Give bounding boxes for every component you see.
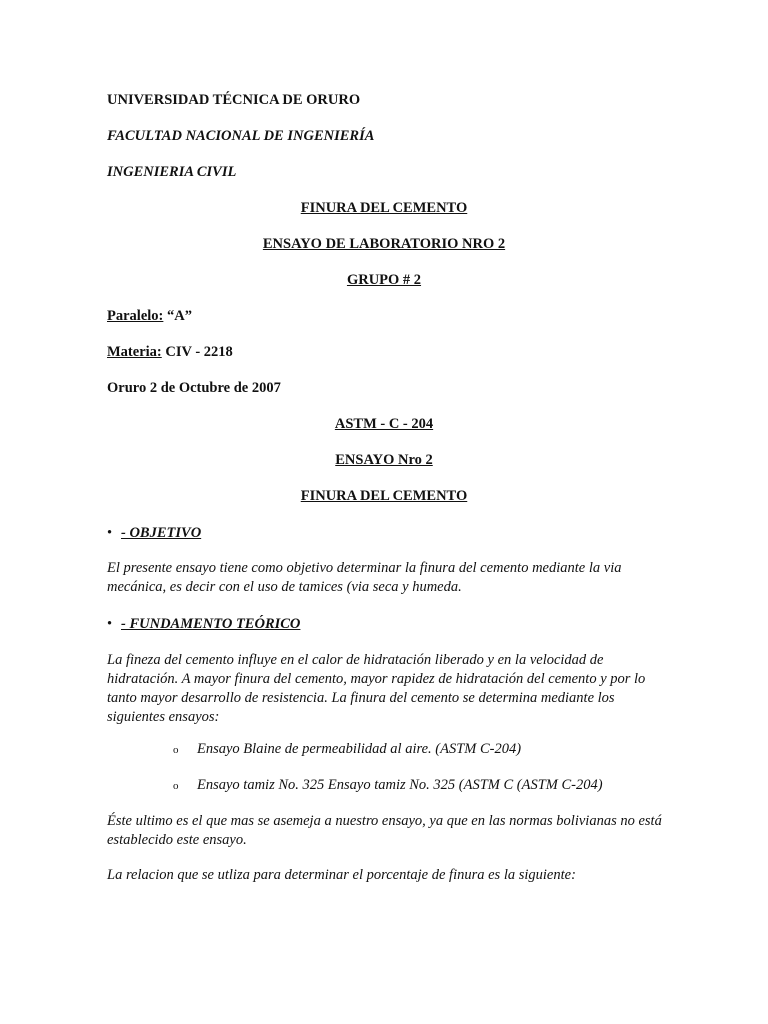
theory-heading: • - FUNDAMENTO TEÓRICO	[107, 616, 301, 632]
report-title: FINURA DEL CEMENTO	[300, 200, 468, 216]
test-number: ENSAYO Nro 2	[335, 452, 433, 468]
materia-value: CIV - 2218	[161, 344, 233, 360]
objective-heading: • - OBJETIVO	[107, 525, 202, 541]
faculty-name: FACULTAD NACIONAL DE INGENIERÍA	[107, 128, 375, 144]
relation-text: La relacion que se utliza para determinar el porcentaje de finura es la siguiente:	[107, 867, 576, 883]
paralelo-label: Paralelo:	[107, 308, 164, 324]
test-title: FINURA DEL CEMENTO	[300, 488, 468, 504]
objective-text: El presente ensayo tiene como objetivo determinar la finura del cemento mediante la via mecánica, es decir con el uso de tamices (via seca y humeda.	[107, 560, 622, 595]
note-text: Éste ultimo es el que mas se asemeja a nuestro ensayo, ya que en las normas bolivianas no está establecido este ensayo.	[107, 813, 662, 848]
materia-line	[107, 343, 233, 362]
materia-label: Materia:	[107, 344, 162, 360]
test-list-item: o Ensayo tamiz No. 325 Ensayo tamiz No. 325 (ASTM C (ASTM C-204)	[173, 776, 603, 796]
test-list-item: o Ensayo Blaine de permeabilidad al aire. (ASTM C-204)	[173, 740, 521, 760]
circle-bullet-icon: o	[173, 744, 179, 756]
group-number: GRUPO # 2	[346, 272, 422, 288]
university-name: UNIVERSIDAD TÉCNICA DE ORURO	[107, 92, 361, 108]
standard-code: ASTM - C - 204	[334, 416, 434, 432]
paralelo-value: “A”	[163, 308, 192, 324]
date-line: Oruro 2 de Octubre de 2007	[107, 380, 281, 396]
paralelo-line	[107, 307, 192, 326]
bullet-icon: •	[107, 616, 113, 632]
circle-bullet-icon: o	[173, 780, 179, 792]
career-name: INGENIERIA CIVIL	[107, 164, 237, 180]
lab-number: ENSAYO DE LABORATORIO NRO 2	[262, 236, 506, 252]
bullet-icon: •	[107, 525, 113, 541]
theory-text: La fineza del cemento influye en el calor de hidratación liberado y en la velocidad de hidratación. A mayor finura del cemento, mayor rapidez de hidratación del cemento y por lo tanto mayor desarrollo de resistencia. La finura del cemento se determina mediante los siguientes ensayos:	[107, 652, 646, 725]
